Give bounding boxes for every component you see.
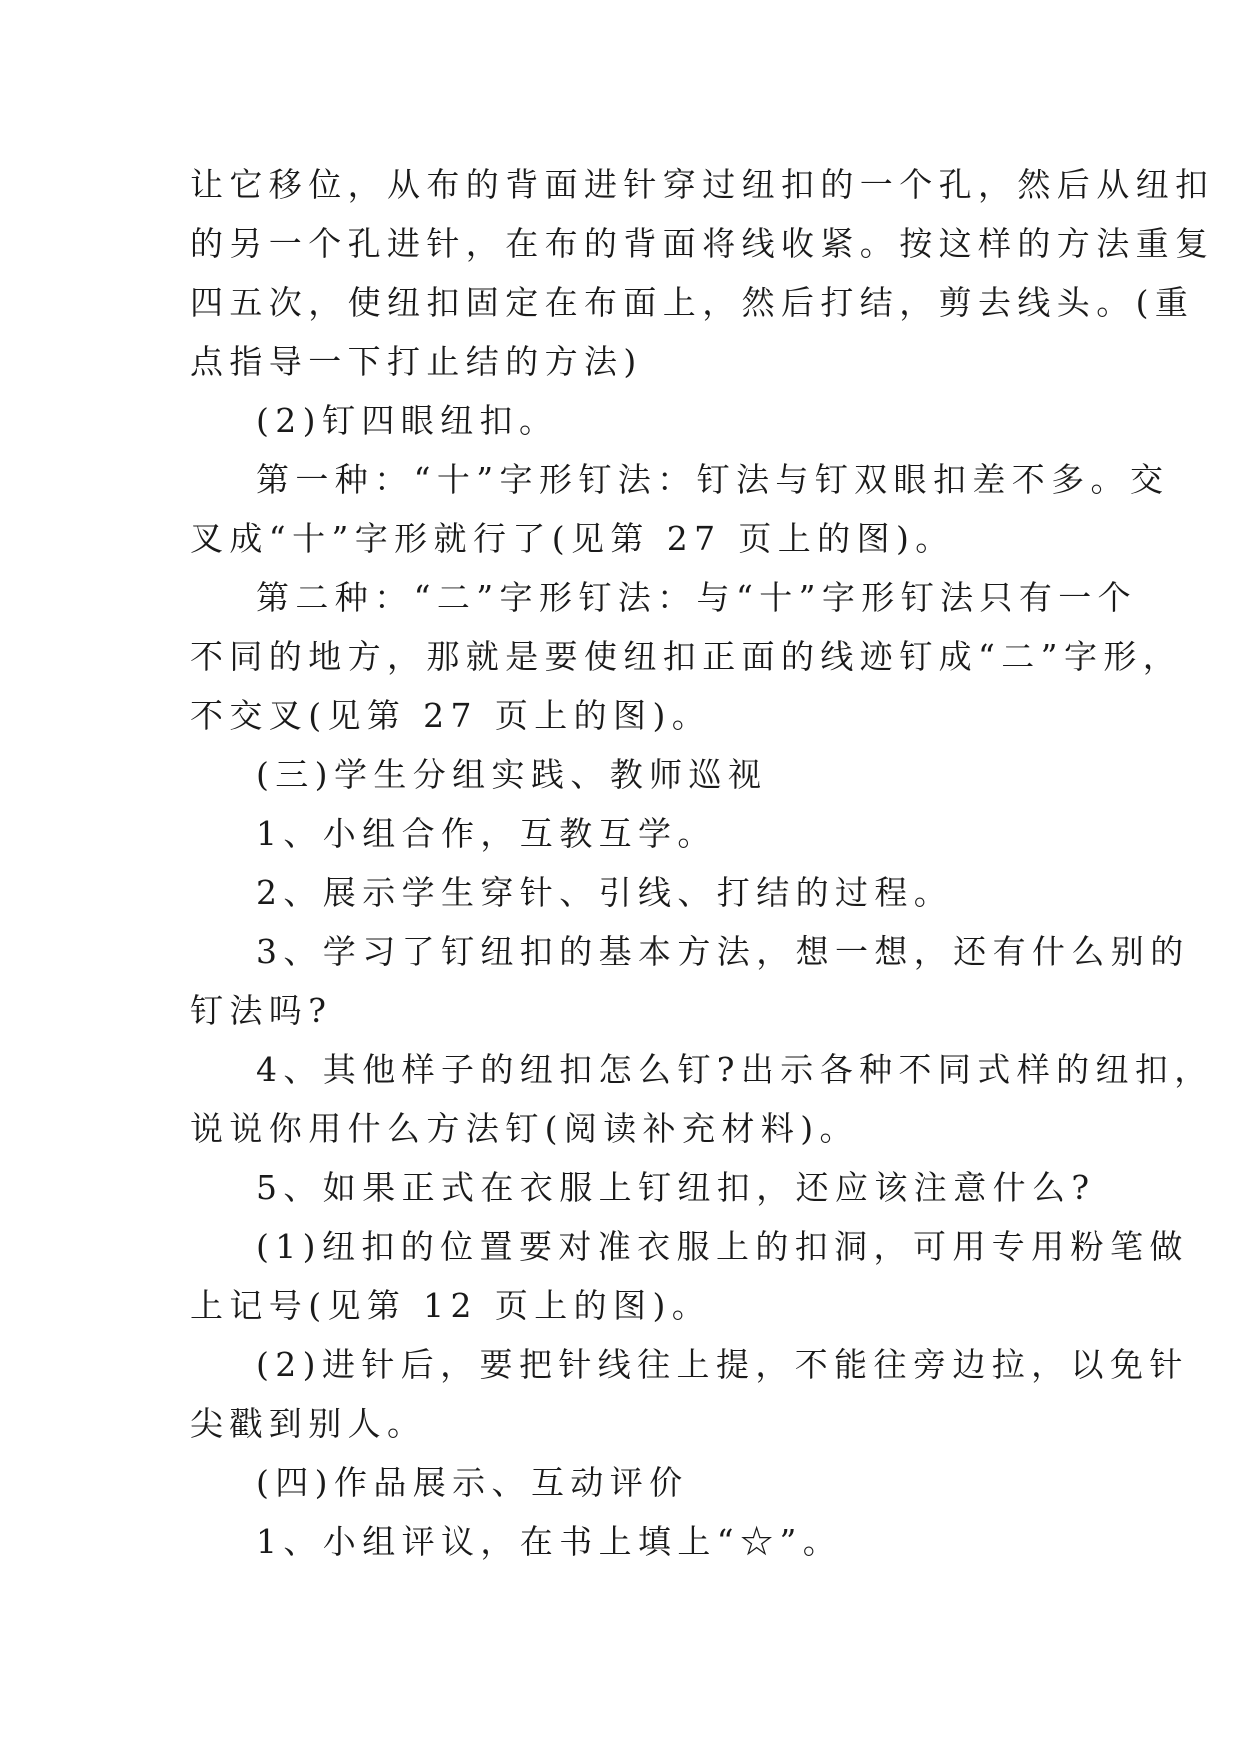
text-line: (1)纽扣的位置要对准衣服上的扣洞，可用专用粉笔做 <box>256 1227 1189 1266</box>
text-line: 上记号(见第 12 页上的图)。 <box>190 1286 712 1325</box>
text-line: 四五次，使纽扣固定在布面上，然后打结，剪去线头。(重 <box>190 283 1195 322</box>
text-line: 3、学习了钉纽扣的基本方法，想一想，还有什么别的 <box>256 932 1190 971</box>
text-line: 钉法吗? <box>190 991 333 1030</box>
text-line: 第二种：“二”字形钉法：与“十”字形钉法只有一个 <box>256 578 1138 617</box>
text-line: (2)钉四眼纽扣。 <box>256 401 559 440</box>
text-line: 1、小组评议，在书上填上“☆”。 <box>256 1522 843 1561</box>
text-line: 不交叉(见第 27 页上的图)。 <box>190 696 712 735</box>
text-line: 的另一个孔进针，在布的背面将线收紧。按这样的方法重复 <box>190 224 1215 263</box>
text-line: (2)进针后，要把针线往上提，不能往旁边拉，以免针 <box>256 1345 1189 1384</box>
text-line: 不同的地方，那就是要使纽扣正面的线迹钉成“二”字形， <box>190 637 1183 676</box>
section-heading: (三)学生分组实践、教师巡视 <box>256 755 768 794</box>
text-line: 让它移位，从布的背面进针穿过纽扣的一个孔，然后从纽扣 <box>190 165 1215 204</box>
text-line: 4、其他样子的纽扣怎么钉?出示各种不同式样的纽扣， <box>256 1050 1214 1089</box>
text-line: 点指导一下打止结的方法) <box>190 342 643 381</box>
text-line: 说说你用什么方法钉(阅读补充材料)。 <box>190 1109 859 1148</box>
text-line: 叉成“十”字形就行了(见第 27 页上的图)。 <box>190 519 955 558</box>
text-line: 1、小组合作，互教互学。 <box>256 814 717 853</box>
text-line: 尖戳到别人。 <box>190 1404 427 1443</box>
text-line: 第一种：“十”字形钉法：钉法与钉双眼扣差不多。交 <box>256 460 1170 499</box>
section-heading: (四)作品展示、互动评价 <box>256 1463 689 1502</box>
text-line: 5、如果正式在衣服上钉纽扣，还应该注意什么? <box>256 1168 1096 1207</box>
text-line: 2、展示学生穿针、引线、打结的过程。 <box>256 873 954 912</box>
